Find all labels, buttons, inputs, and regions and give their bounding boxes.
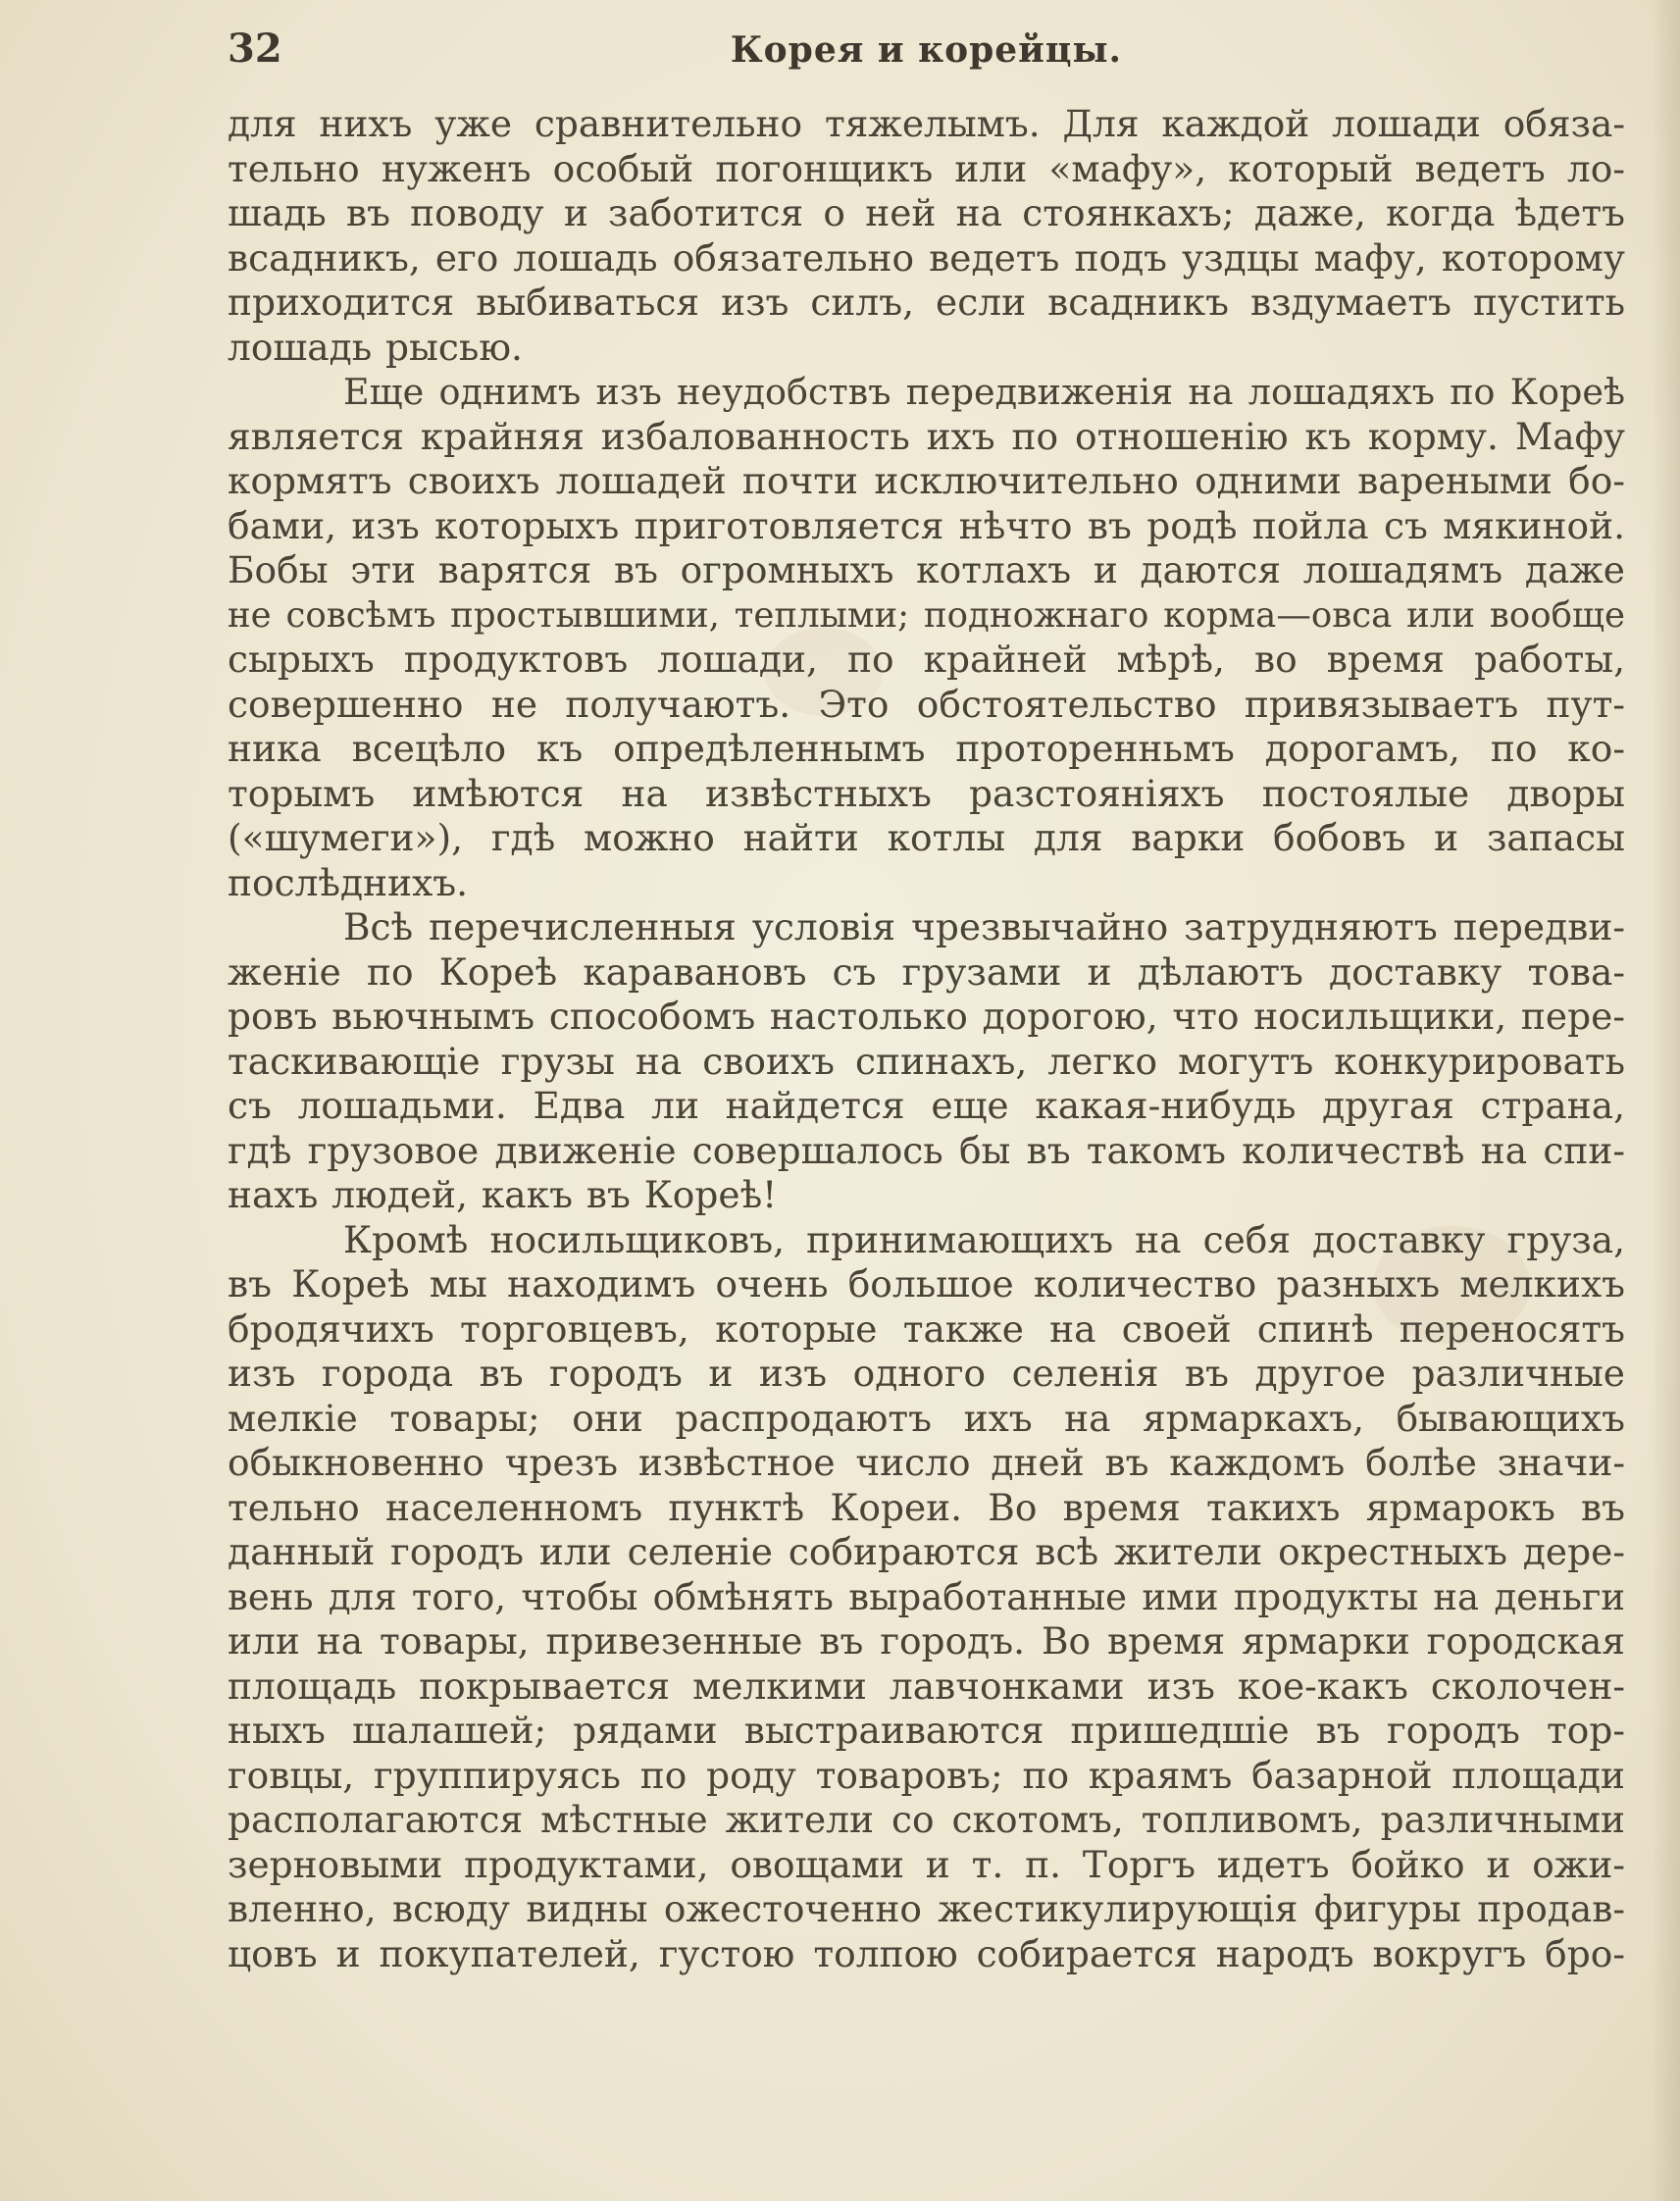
text-line: ровъ вьючнымъ способомъ настолько дорогою, что носильщики, пере- bbox=[228, 995, 1625, 1038]
text-line: площадь покрывается мелкими лавчонками изъ кое-какъ сколочен- bbox=[228, 1664, 1625, 1708]
text-line: торымъ имѣются на извѣстныхъ разстояніяхъ постоялые дворы bbox=[228, 771, 1625, 815]
text-line: тельно населенномъ пунктѣ Кореи. Во время такихъ ярмарокъ въ bbox=[228, 1485, 1625, 1529]
text-line: Всѣ перечисленныя условія чрезвычайно затрудняютъ передви- bbox=[343, 905, 1625, 948]
text-line: изъ города въ городъ и изъ одного селенія въ другое различные bbox=[228, 1352, 1625, 1395]
text-line: данный городъ или селеніе собираются всѣ жители окрестныхъ дере- bbox=[228, 1530, 1625, 1573]
paragraph bbox=[228, 102, 1625, 370]
text-line: является крайняя избалованность ихъ по отношенію къ корму. Мафу bbox=[228, 414, 1625, 458]
text-line: послѣднихъ. bbox=[228, 860, 469, 904]
text-line: обыкновенно чрезъ извѣстное число дней въ каждомъ болѣе значи- bbox=[228, 1441, 1625, 1484]
text-line: цовъ и покупателей, густою толпою собирается народъ вокругъ бро- bbox=[228, 1931, 1625, 1975]
paragraph bbox=[228, 905, 1625, 1218]
text-line: таскивающіе грузы на своихъ спинахъ, легко могутъ конкурировать bbox=[228, 1039, 1625, 1083]
text-line: въ Кореѣ мы находимъ очень большое количество разныхъ мелкихъ bbox=[228, 1262, 1625, 1305]
running-title: Корея и корейцы. bbox=[730, 29, 1123, 71]
text-line: («шумеги»), гдѣ можно найти котлы для варки бобовъ и запасы bbox=[228, 816, 1625, 859]
text-line: мелкіе товары; они распродаютъ ихъ на ярмаркахъ, бывающихъ bbox=[228, 1396, 1625, 1440]
text-line: зерновыми продуктами, овощами и т. п. Торгъ идетъ бойко и ожи- bbox=[228, 1842, 1625, 1886]
page-header bbox=[228, 22, 1625, 80]
text-line: женіе по Кореѣ каравановъ съ грузами и дѣлаютъ доставку това- bbox=[228, 949, 1625, 994]
page-number: 32 bbox=[228, 26, 282, 72]
text-line: бами, изъ которыхъ приготовляется нѣчто въ родѣ пойла съ мякиной. bbox=[228, 503, 1625, 547]
text-line: нахъ людей, какъ въ Кореѣ! bbox=[228, 1173, 778, 1216]
text-line: шадь въ поводу и заботится о ней на стоянкахъ; даже, когда ѣдетъ bbox=[228, 191, 1625, 234]
text-line: не совсѣмъ простывшими, теплыми; подножнаго корма—овса или вообще bbox=[228, 594, 1625, 636]
text-line: бродячихъ торговцевъ, которые также на своей спинѣ переносятъ bbox=[228, 1306, 1625, 1351]
text-line: вленно, всюду видны ожесточенно жестикулирующія фигуры продав- bbox=[228, 1887, 1625, 1930]
text-line: или на товары, привезенные въ городъ. Во время ярмарки городская bbox=[228, 1619, 1625, 1663]
text-line: Еще однимъ изъ неудобствъ передвиженія на лошадяхъ по Кореѣ bbox=[343, 371, 1625, 413]
text-line: говцы, группируясь по роду товаровъ; по краямъ базарной площади bbox=[228, 1753, 1625, 1797]
text-line: совершенно не получаютъ. Это обстоятельство привязываетъ пут- bbox=[228, 682, 1625, 726]
text-line: съ лошадьми. Едва ли найдется еще какая-нибудь другая страна, bbox=[228, 1084, 1625, 1127]
body-text bbox=[228, 102, 1625, 1976]
text-line: располагаются мѣстные жители со скотомъ, топливомъ, различными bbox=[228, 1798, 1625, 1841]
text-line: ныхъ шалашей; рядами выстраиваются пришедшіе въ городъ тор- bbox=[228, 1709, 1625, 1752]
text-line: всадникъ, его лошадь обязательно ведетъ подъ уздцы мафу, которому bbox=[228, 235, 1625, 280]
text-line: Кромѣ носильщиковъ, принимающихъ на себя доставку груза, bbox=[343, 1217, 1625, 1261]
paragraph bbox=[228, 370, 1625, 905]
text-line: сырыхъ продуктовъ лошади, по крайней мѣрѣ, во время работы, bbox=[228, 638, 1625, 681]
text-line: вень для того, чтобы обмѣнять выработанные ими продукты на деньги bbox=[228, 1575, 1625, 1618]
text-line: кормятъ своихъ лошадей почти исключительно одними вареными бо- bbox=[228, 459, 1625, 502]
text-line: для нихъ уже сравнительно тяжелымъ. Для каждой лошади обяза- bbox=[228, 102, 1625, 145]
text-line: гдѣ грузовое движеніе совершалось бы въ такомъ количествѣ на спи- bbox=[228, 1128, 1625, 1172]
text-line: приходится выбиваться изъ силъ, если всадникъ вздумаетъ пустить bbox=[228, 281, 1625, 324]
text-line: ника всецѣло къ опредѣленнымъ проторенньмъ дорогамъ, по ко- bbox=[228, 727, 1625, 770]
text-line: тельно нуженъ особый погонщикъ или «мафу», который ведетъ ло- bbox=[228, 146, 1625, 190]
text-line: лошадь рысью. bbox=[228, 325, 523, 369]
paragraph bbox=[228, 1218, 1625, 1977]
text-line: Бобы эти варятся въ огромныхъ котлахъ и даются лошадямъ даже bbox=[228, 548, 1625, 591]
